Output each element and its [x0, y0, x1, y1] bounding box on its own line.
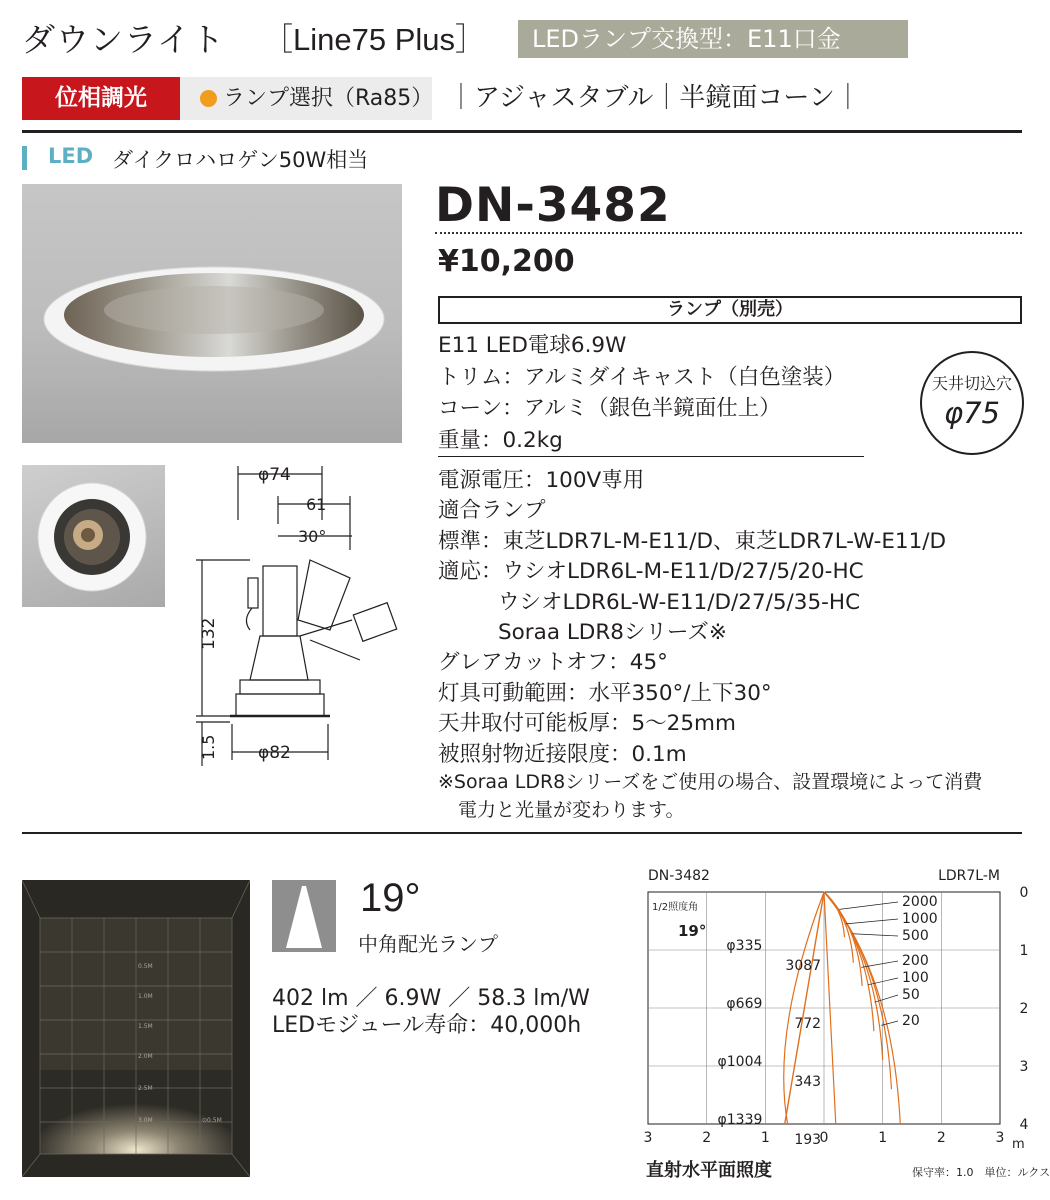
half-angle-value: 19°: [678, 922, 707, 940]
dim-height: 132: [199, 617, 219, 650]
specs-top: [438, 330, 845, 456]
x-unit-label: m: [1012, 1137, 1025, 1152]
x-tick-label: 1: [760, 1130, 770, 1146]
specs-divider: [438, 456, 864, 457]
y-tick-label: 1: [1019, 943, 1029, 959]
lumen-line: 402 lm ／ 6.9W ／ 58.3 lm/W: [272, 986, 590, 1011]
room-label: 3.0M: [138, 1117, 153, 1124]
dim-inner-width: 61: [306, 495, 327, 514]
dotted-divider: [435, 232, 1022, 234]
contour-label: 500: [902, 928, 929, 944]
spec-line: 重量：0.2kg: [438, 427, 563, 453]
x-tick-label: 0: [819, 1130, 829, 1146]
orange-dot-icon: [200, 90, 217, 107]
cutout-badge: [920, 351, 1024, 455]
beam-angle: 19°: [360, 876, 421, 920]
beam-diameter-label: φ1004: [717, 1054, 763, 1070]
spec-line: 灯具可動範囲：水平350°/上下30°: [438, 680, 772, 706]
spec-line: 天井取付可能板厚：5～25mm: [438, 711, 736, 737]
chart-lamp-name: LDR7L-M: [938, 868, 1000, 884]
spec-line: 標準：東芝LDR7L-M-E11/D、東芝LDR7L-W-E11/D: [438, 528, 947, 554]
room-illumination-image: [22, 880, 250, 1177]
beam-name: 中角配光ランプ: [358, 932, 498, 956]
note-line: ※Soraa LDR8シリーズをご使用の場合、設置環境によって消費: [438, 771, 983, 793]
lux-contour: [824, 892, 883, 1060]
lamp-select-tag: [180, 77, 432, 120]
lamp-type-badge: LEDランプ交換型：E11口金: [518, 20, 908, 58]
beam-diameter-label: φ335: [726, 938, 763, 954]
feature-list: ｜アジャスタブル｜半鏡面コーン｜: [448, 83, 861, 113]
half-angle-label: 1/2照度角: [652, 902, 699, 913]
y-tick-label: 3: [1019, 1059, 1029, 1075]
dimension-diagram: [190, 460, 420, 770]
dim-tilt-angle: 30°: [298, 527, 327, 546]
x-tick-label: 3: [995, 1130, 1005, 1146]
contour-label: 200: [902, 953, 929, 969]
y-tick-label: 2: [1019, 1001, 1029, 1017]
x-tick-label: 2: [702, 1130, 712, 1146]
center-lux-label: 193: [794, 1132, 822, 1148]
specs-bottom: [438, 466, 946, 770]
room-label: ⊙0.5M: [202, 1117, 222, 1124]
contour-label: 1000: [902, 911, 938, 927]
contour-leader: [853, 934, 898, 936]
product-photo: [22, 184, 402, 443]
contour-label: 20: [902, 1013, 920, 1029]
contour-leader: [846, 919, 898, 924]
led-equivalent: ダイクロハロゲン50W相当: [112, 148, 369, 172]
beam-diameter-label: φ1339: [717, 1112, 763, 1128]
lux-contour: [824, 892, 862, 986]
spec-line: 適応：ウシオLDR6L-M-E11/D/27/5/20-HC: [438, 559, 864, 585]
cutout-label: 天井切込穴: [931, 374, 1012, 393]
room-label: 1.0M: [138, 993, 153, 1000]
soraa-note: [438, 768, 982, 824]
series-subname: ［Line75 Plus］: [262, 22, 487, 57]
model-number: DN-3482: [435, 178, 671, 233]
led-label: LED: [48, 144, 94, 168]
series-name: ダウンライト: [22, 20, 226, 59]
lux-contour: [824, 892, 891, 1089]
beam-diameter-label: φ669: [726, 996, 763, 1012]
spec-line: 適合ランプ: [438, 498, 546, 524]
contour-label: 50: [902, 987, 920, 1003]
illuminance-chart: [620, 862, 1040, 1158]
room-label: 2.0M: [138, 1053, 153, 1060]
center-lux-label: 343: [794, 1074, 822, 1090]
x-tick-label: 1: [878, 1130, 888, 1146]
room-label: 1.5M: [138, 1023, 153, 1030]
spec-line: ウシオLDR6L-W-E11/D/27/5/35-HC: [498, 589, 861, 615]
y-tick-label: 4: [1019, 1117, 1029, 1133]
spec-line: E11 LED電球6.9W: [438, 333, 627, 358]
note-line: 電力と光量が変わります。: [458, 799, 685, 821]
lamp-select-label: ランプ選択（Ra85）: [223, 86, 434, 111]
x-tick-label: 2: [936, 1130, 946, 1146]
dim-bottom-diameter: φ82: [258, 743, 291, 763]
cutout-value: φ75: [943, 396, 1001, 430]
spec-line: コーン：アルミ（銀色半鏡面仕上）: [438, 396, 781, 421]
room-label: 0.5M: [138, 963, 153, 970]
contour-leader: [839, 902, 898, 909]
spec-line: Soraa LDR8シリーズ※: [498, 620, 727, 646]
chart-title: DN-3482: [648, 868, 710, 884]
lumen-info: [272, 985, 590, 1039]
dim-top-diameter: φ74: [258, 465, 291, 485]
lamp-header: ランプ（別売）: [438, 296, 1022, 324]
room-label: 2.5M: [138, 1085, 153, 1092]
center-lux-label: 3087: [785, 958, 822, 974]
chart-note: 保守率：1.0 単位：ルクス: [912, 1166, 1050, 1179]
x-tick-label: 3: [643, 1130, 653, 1146]
contour-label: 100: [902, 970, 929, 986]
spec-line: 電源電圧：100V専用: [438, 468, 645, 493]
spec-line: 被照射物近接限度：0.1m: [438, 741, 687, 767]
led-accent-bar: [22, 146, 27, 170]
price: ¥10,200: [438, 244, 575, 279]
y-tick-label: 0: [1019, 885, 1029, 901]
contour-label: 2000: [902, 894, 938, 910]
spec-line: グレアカットオフ：45°: [438, 650, 668, 676]
center-lux-label: 772: [794, 1016, 822, 1032]
beam-angle-icon: [272, 880, 336, 952]
dim-flange: 1.5: [199, 734, 218, 760]
section-divider: [22, 832, 1022, 834]
header-divider: [22, 130, 1022, 133]
dimming-tag: 位相調光: [22, 77, 180, 120]
chart-caption: 直射水平面照度: [646, 1160, 772, 1181]
product-front-photo: [22, 465, 165, 607]
spec-line: トリム：アルミダイキャスト（白色塗装）: [438, 364, 846, 390]
lifetime-line: LEDモジュール寿命：40,000h: [272, 1013, 582, 1038]
